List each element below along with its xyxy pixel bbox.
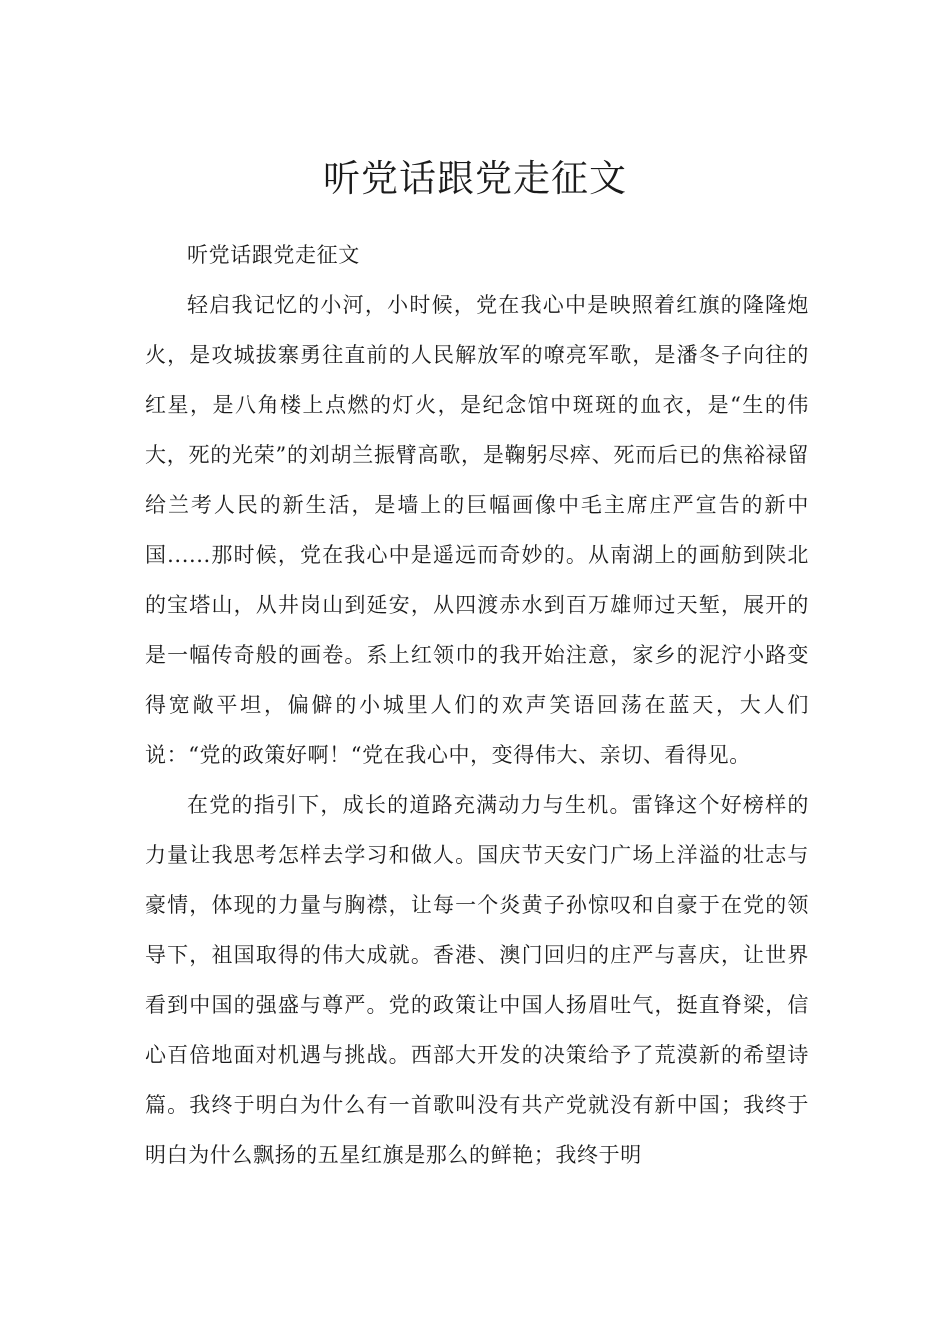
paragraph-subtitle: 听党话跟党走征文 (187, 243, 360, 267)
paragraph-memory: 轻启我记忆的小河，小时候，党在我心中是映照着红旗的隆隆炮火，是攻城拔寨勇往直前的人民解放军的嘹亮军歌，是潘冬子向往的红星，是八角楼上点燃的灯火，是纪念馆中斑斑的血衣，是“生的伟大，死的光荣”的刘胡兰振臂高歌，是鞠躬尽瘁、死而后已的焦裕禄留给兰考人民的新生活，是墙上的巨幅画像中毛主席庄严宣告的新中国......那时候，党在我心中是遥远而奇妙的。从南湖上的画舫到陕北的宝塔山，从井岗山到延安，从四渡赤水到百万雄师过天堑，展开的是一幅传奇般的画卷。系上红领巾的我开始注意，家乡的泥泞小路变得宽敞平坦，偏僻的小城里人们的欢声笑语回荡在蓝天，大人们说：“党的政策好啊！“党在我心中，变得伟大、亲切、看得见。 (145, 293, 809, 767)
document-title: 听党话跟党走征文 (323, 156, 627, 200)
document-body (145, 230, 809, 1180)
paragraph-growth: 在党的指引下，成长的道路充满动力与生机。雷锋这个好榜样的力量让我思考怎样去学习和做人。国庆节天安门广场上洋溢的壮志与豪情，体现的力量与胸襟，让每一个炎黄子孙惊叹和自豪于在党的领导下，祖国取得的伟大成就。香港、澳门回归的庄严与喜庆，让世界看到中国的强盛与尊严。党的政策让中国人扬眉吐气，挺直脊梁，信心百倍地面对机遇与挑战。西部大开发的决策给予了荒漠新的希望诗篇。我终于明白为什么有一首歌叫没有共产党就没有新中国；我终于明白为什么飘扬的五星红旗是那么的鲜艳；我终于明 (145, 793, 809, 1167)
